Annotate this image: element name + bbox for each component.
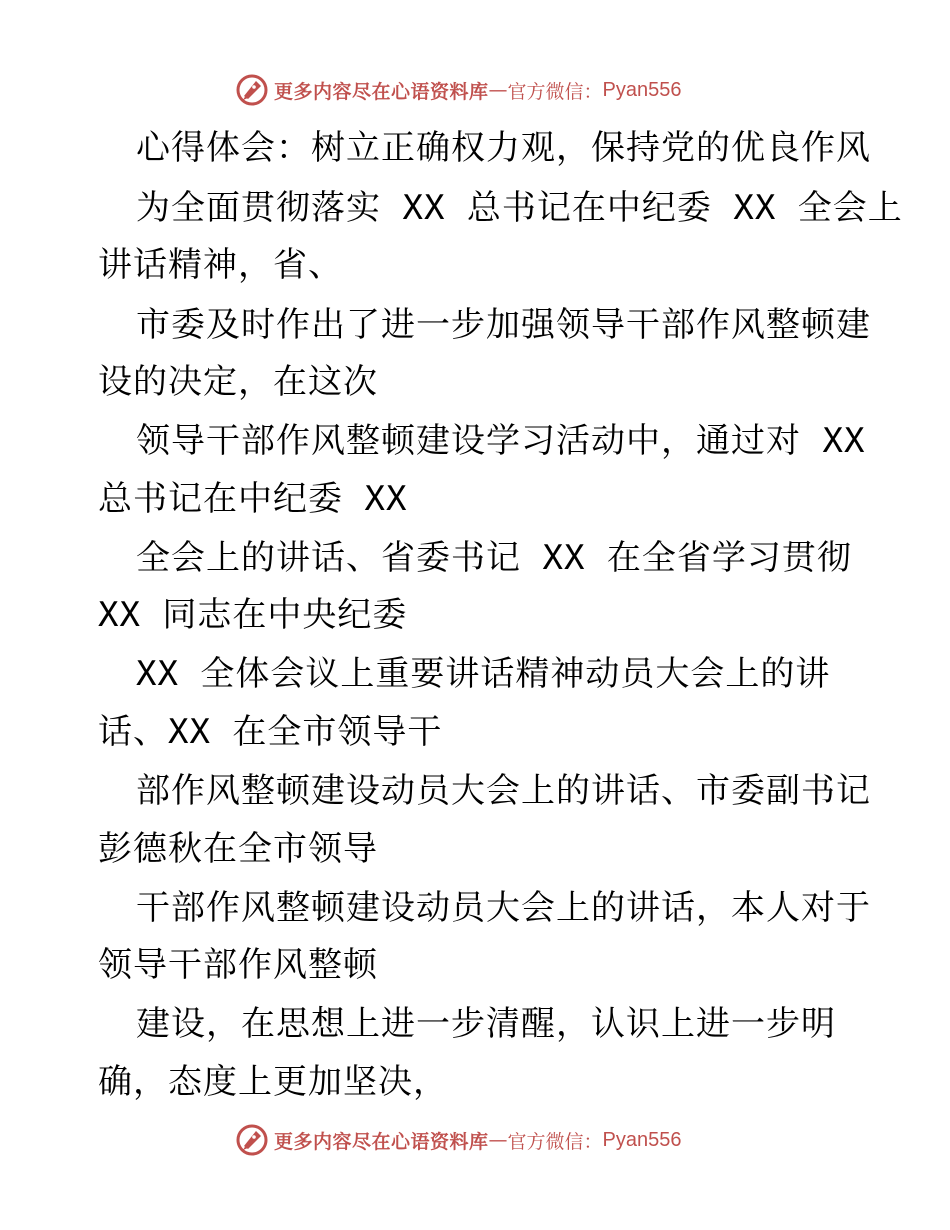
header-main-text: 更多内容尽在心语资料库 [274, 80, 489, 103]
header-separator: — [488, 79, 508, 101]
footer-official-label: 官方微信： [507, 1130, 603, 1153]
footer-separator: — [488, 1129, 508, 1151]
header-wechat-id: Pyan556 [602, 78, 682, 101]
paragraph-line: 干部作风整顿建设动员大会上的讲话，本人对于 [136, 888, 871, 928]
document-title: 心得体会：树立正确权力观，保持党的优良作风 [136, 128, 871, 168]
paragraph-line: 为全面贯彻落实 XX 总书记在中纪委 XX 全会上 [136, 188, 903, 228]
pen-nib-circle-icon [234, 1122, 270, 1158]
paragraph-line: 领导干部作风整顿建设学习活动中，通过对 XX [136, 421, 866, 461]
paragraph-line: XX 全体会议上重要讲话精神动员大会上的讲 [136, 654, 831, 694]
header-official-label: 官方微信： [507, 80, 603, 103]
paragraph-line: 设的决定，在这次 [98, 362, 378, 402]
paragraph-line: 领导干部作风整顿 [98, 945, 378, 985]
paragraph-line: 全会上的讲话、省委书记 XX 在全省学习贯彻 [136, 538, 852, 578]
paragraph-line: 建设，在思想上进一步清醒，认识上进一步明 [136, 1004, 836, 1044]
paragraph-line: 讲话精神，省、 [98, 245, 343, 285]
footer-main-text: 更多内容尽在心语资料库 [274, 1130, 489, 1153]
footer-banner [234, 1120, 682, 1160]
paragraph-line: 部作风整顿建设动员大会上的讲话、市委副书记 [136, 771, 871, 811]
footer-wechat-id: Pyan556 [602, 1128, 682, 1151]
paragraph-line: 话、XX 在全市领导干 [98, 712, 443, 752]
paragraph-line: XX 同志在中央纪委 [98, 595, 408, 635]
paragraph-line: 彭德秋在全市领导 [98, 829, 378, 869]
paragraph-line: 市委及时作出了进一步加强领导干部作风整顿建 [136, 305, 871, 345]
paragraph-line: 总书记在中纪委 XX [98, 479, 408, 519]
paragraph-line: 确，态度上更加坚决， [98, 1062, 448, 1102]
